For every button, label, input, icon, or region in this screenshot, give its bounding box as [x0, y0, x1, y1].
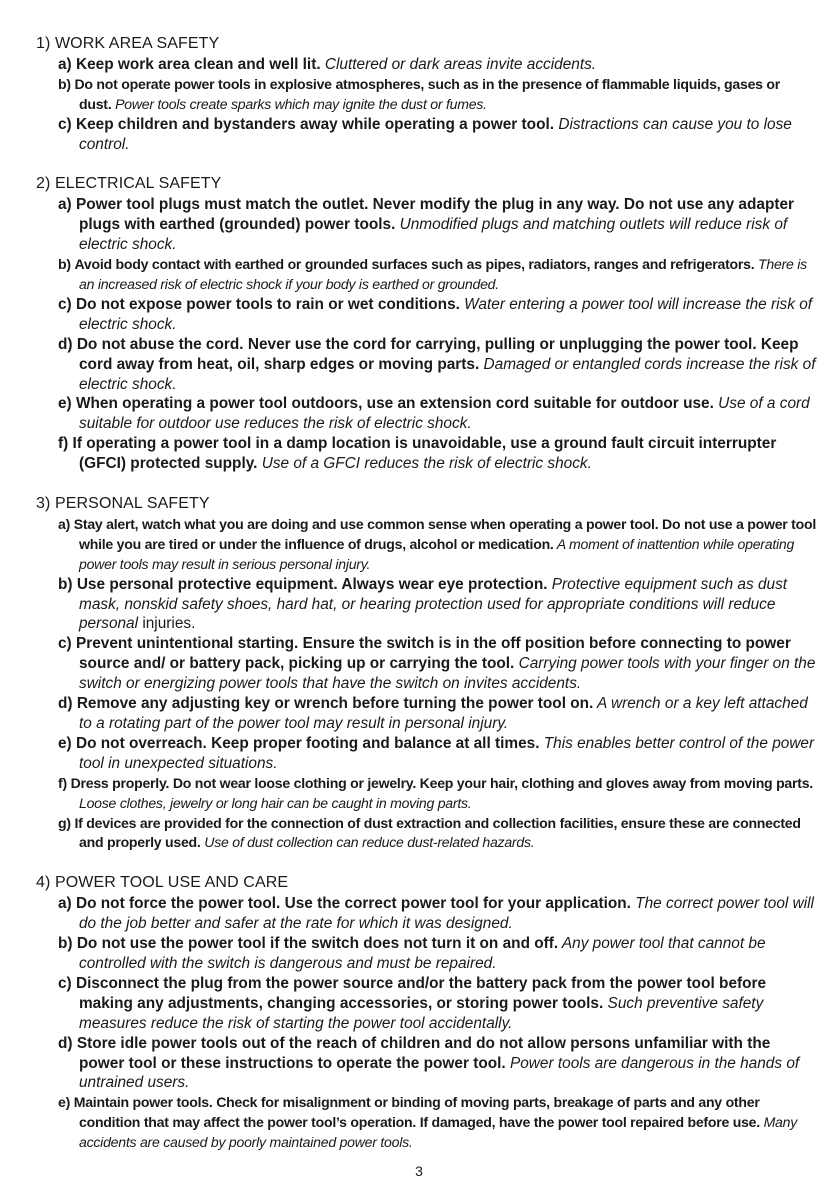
item-label: g): [58, 814, 71, 831]
item-explanation: Protective equipment such as dust mask, nonskid safety shoes, hard hat, or hearing protection used for appropriate conditions will reduce personal: [79, 575, 788, 633]
item-explanation: Unmodified plugs and matching outlets will reduce risk of electric shock.: [79, 216, 788, 254]
list-item: [58, 515, 816, 575]
item-instruction: Keep children and bystanders away while operating a power tool.: [75, 115, 555, 133]
item-explanation: Many accidents are caused by poorly maintained power tools.: [79, 1114, 798, 1151]
item-explanation: This enables better control of the power tool in unexpected situations.: [79, 734, 815, 772]
item-instruction: Stay alert, watch what you are doing and use common sense when operating a power tool. Do not use a power tool while you are tired or under the influence of drugs, alcohol or medication.: [73, 515, 817, 552]
item-explanation: Carrying power tools with your finger on the switch or energizing power tools that have the switch on invites accidents.: [79, 655, 816, 693]
list-item: [58, 434, 816, 474]
item-instruction: Do not expose power tools to rain or wet conditions.: [75, 295, 460, 313]
item-explanation: There is an increased risk of electric shock if your body is earthed or grounded.: [79, 256, 807, 292]
item-label: e): [58, 395, 72, 413]
item-instruction: If devices are provided for the connection of dust extraction and collection facilities, ensure these are connected and properly used.: [74, 814, 801, 851]
item-label: f): [58, 435, 69, 453]
item-instruction: Maintain power tools. Check for misalignment or binding of moving parts, breakage of parts and any other condition that may affect the power tool’s operation. If damaged, have the power tool repaired before use.: [73, 1094, 760, 1131]
item-explanation: Such preventive safety measures reduce the risk of starting the power tool accidentally.: [79, 994, 764, 1032]
list-item: [58, 774, 816, 814]
list-item: [58, 694, 816, 734]
item-instruction: Avoid body contact with earthed or grounded surfaces such as pipes, radiators, ranges and refrigerators.: [74, 256, 755, 273]
list-item: [58, 894, 816, 934]
item-instruction: Prevent unintentional starting. Ensure the switch is in the off position before connecting to power source and/ or battery pack, picking up or carrying the tool.: [75, 635, 791, 673]
item-label: c): [58, 295, 72, 313]
item-explanation: Power tools create sparks which may ignite the dust or fumes.: [111, 95, 487, 112]
item-label: b): [58, 256, 71, 273]
item-instruction: Power tool plugs must match the outlet. Never modify the plug in any way. Do not use any adapter plugs with earthed (grounded) power tools.: [75, 196, 795, 234]
list-item: [58, 255, 816, 295]
item-explanation: A wrench or a key left attached to a rotating part of the power tool may result in personal injury.: [79, 695, 808, 732]
item-instruction: Dress properly. Do not wear loose clothing or jewelry. Keep your hair, clothing and gloves away from moving parts.: [70, 774, 813, 791]
item-explanation: The correct power tool will do the job better and safer at the rate for which it was designed.: [79, 895, 814, 933]
item-label: c): [58, 635, 72, 653]
item-explanation: Use of dust collection can reduce dust-related hazards.: [200, 834, 535, 851]
list-item: [58, 55, 816, 75]
item-label: c): [58, 974, 72, 992]
item-label: a): [58, 895, 72, 913]
item-instruction: Remove any adjusting key or wrench before turning the power tool on.: [76, 695, 594, 713]
section-title: 1) WORK AREA SAFETY: [36, 35, 220, 52]
item-label: f): [58, 774, 67, 791]
item-trailing-text: injuries.: [138, 615, 196, 633]
list-item: [58, 734, 816, 774]
item-label: b): [58, 935, 73, 953]
item-label: e): [58, 734, 72, 752]
item-explanation: Water entering a power tool will increase the risk of electric shock.: [79, 295, 813, 333]
list-item: [58, 814, 816, 854]
item-instruction: When operating a power tool outdoors, use an extension cord suitable for outdoor use.: [75, 395, 714, 413]
item-explanation: Cluttered or dark areas invite accidents.: [320, 55, 597, 73]
item-instruction: If operating a power tool in a damp location is unavoidable, use a ground fault circuit interrupter (GFCI) protected supply.: [72, 435, 777, 473]
item-label: a): [58, 196, 72, 214]
section-work-area-safety: [36, 34, 816, 154]
list-item: [58, 394, 816, 434]
item-explanation: Damaged or entangled cords increase the risk of electric shock.: [79, 355, 816, 393]
item-label: c): [58, 115, 72, 133]
list-item: [58, 295, 816, 335]
list-item: [58, 335, 816, 395]
item-instruction: Keep work area clean and well lit.: [75, 55, 321, 73]
list-item: [58, 934, 816, 974]
item-label: d): [58, 1034, 73, 1052]
item-instruction: Do not operate power tools in explosive atmospheres, such as in the presence of flammable liquids, gases or dust.: [74, 75, 781, 112]
item-instruction: Do not use the power tool if the switch does not turn it on and off.: [76, 935, 559, 953]
list-item: [58, 1034, 816, 1094]
section-title: 4) POWER TOOL USE AND CARE: [36, 874, 289, 892]
section-electrical-safety: [36, 174, 816, 474]
item-label: b): [58, 75, 71, 92]
item-explanation: Any power tool that cannot be controlled with the switch is dangerous and must be repaired.: [79, 935, 766, 972]
section-power-tool-use-and-care: [36, 873, 816, 1153]
item-instruction: Disconnect the plug from the power source and/or the battery pack from the power tool before making any adjustments, changing accessories, or storing power tools.: [75, 974, 767, 1012]
section-title: 2) ELECTRICAL SAFETY: [36, 175, 222, 193]
list-item: [58, 195, 816, 255]
item-explanation: Power tools are dangerous in the hands of untrained users.: [79, 1054, 800, 1092]
section-personal-safety: [36, 494, 816, 853]
list-item: [58, 974, 816, 1034]
list-item: [58, 115, 816, 155]
item-label: a): [58, 515, 71, 532]
list-item: [58, 75, 816, 115]
item-explanation: Use of a GFCI reduces the risk of electric shock.: [257, 455, 592, 473]
page-number: 3: [415, 1163, 423, 1179]
item-explanation: Loose clothes, jewelry or long hair can be caught in moving parts.: [79, 794, 472, 811]
item-label: b): [58, 575, 73, 593]
list-item: [58, 634, 816, 694]
list-item: [58, 575, 816, 635]
item-explanation: Distractions can cause you to lose control.: [79, 115, 792, 153]
item-label: a): [58, 55, 72, 73]
item-label: d): [58, 695, 73, 713]
item-explanation: A moment of inattention while operating power tools may result in serious personal injury.: [79, 535, 795, 572]
item-explanation: Use of a cord suitable for outdoor use reduces the risk of electric shock.: [79, 395, 810, 433]
item-instruction: Use personal protective equipment. Always wear eye protection.: [76, 575, 548, 593]
item-instruction: Do not overreach. Keep proper footing and balance at all times.: [75, 734, 540, 752]
item-label: e): [58, 1094, 71, 1111]
item-instruction: Do not force the power tool. Use the correct power tool for your application.: [75, 895, 631, 913]
list-item: [58, 1093, 816, 1153]
item-label: d): [58, 335, 73, 353]
item-instruction: Do not abuse the cord. Never use the cord for carrying, pulling or unplugging the power tool. Keep cord away from heat, oil, sharp edges or moving parts.: [76, 335, 799, 373]
item-instruction: Store idle power tools out of the reach of children and do not allow persons unfamiliar with the power tool or these instructions to operate the power tool.: [76, 1034, 771, 1072]
section-title: 3) PERSONAL SAFETY: [36, 495, 210, 513]
